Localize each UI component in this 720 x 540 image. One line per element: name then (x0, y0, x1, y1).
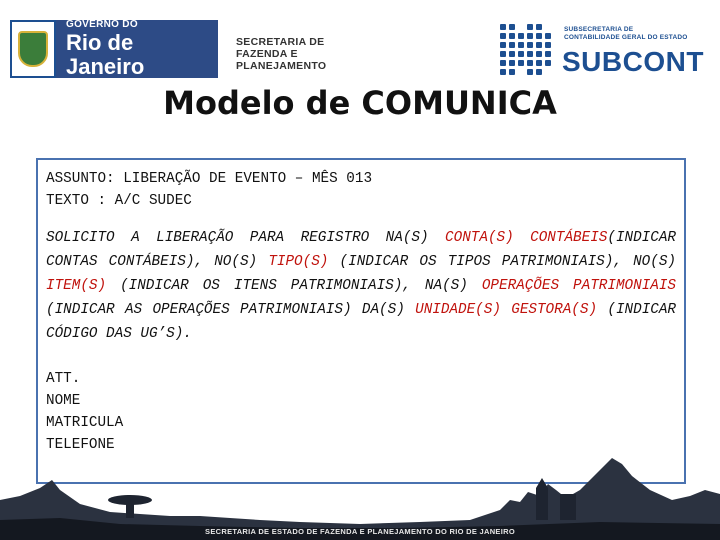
coat-of-arms-icon (10, 20, 56, 78)
subject-line: ASSUNTO: LIBERAÇÃO DE EVENTO – MÊS 013 (46, 171, 373, 187)
rio-de-janeiro-logo (10, 20, 218, 78)
body-text: (INDICAR CÓDIGO DAS UG’S). (46, 302, 677, 342)
sefaz-logo-line2: FAZENDA E (236, 48, 298, 60)
signature-line: NOME (46, 393, 81, 409)
slide-title: Modelo de COMUNICA (163, 84, 557, 122)
sefaz-logo (236, 36, 346, 72)
body-text: (INDICAR AS OPERAÇÕES PATRIMONIAIS) DA(S) (46, 302, 416, 318)
signature-line: MATRICULA (46, 415, 124, 431)
signature-line: ATT. (46, 371, 81, 387)
subcont-logo-line1: SUBSECRETARIA DE (564, 26, 634, 33)
subcont-logo (500, 22, 710, 82)
body-text: (INDICAR OS ITENS PATRIMONIAIS), NA(S) (106, 278, 482, 294)
body-text: (INDICAR CONTAS CONTÁBEIS), NO(S) (46, 230, 676, 270)
sefaz-logo-line1: SECRETARIA DE (236, 36, 325, 48)
text-line: TEXTO : A/C SUDEC (46, 193, 192, 209)
highlight-placeholder: ITEM(S) (46, 278, 107, 294)
highlight-placeholder: OPERAÇÕES PATRIMONIAIS (481, 278, 677, 294)
subcont-dots-icon (500, 24, 556, 78)
body-text: SOLICITO A LIBERAÇÃO PARA REGISTRO NA(S) (46, 230, 446, 246)
highlight-placeholder: CONTA(S) CONTÁBEIS (445, 230, 608, 246)
request-paragraph (46, 226, 676, 346)
rj-logo-line2: Rio de Janeiro (66, 30, 145, 79)
footer-caption: SECRETARIA DE ESTADO DE FAZENDA E PLANEJAMENTO DO RIO DE JANEIRO (205, 527, 515, 536)
rj-logo-line1: GOVERNO DO (66, 19, 138, 30)
subcont-logo-line2: CONTABILIDADE GERAL DO ESTADO (564, 34, 688, 41)
signature-line: TELEFONE (46, 437, 115, 453)
sefaz-logo-line3: PLANEJAMENTO (236, 60, 327, 72)
body-text: (INDICAR OS TIPOS PATRIMONIAIS), NO(S) (328, 254, 676, 270)
highlight-placeholder: TIPO(S) (268, 254, 329, 270)
subcont-logo-wordmark: SUBCONT (562, 46, 704, 77)
highlight-placeholder: UNIDADE(S) GESTORA(S) (415, 302, 598, 318)
